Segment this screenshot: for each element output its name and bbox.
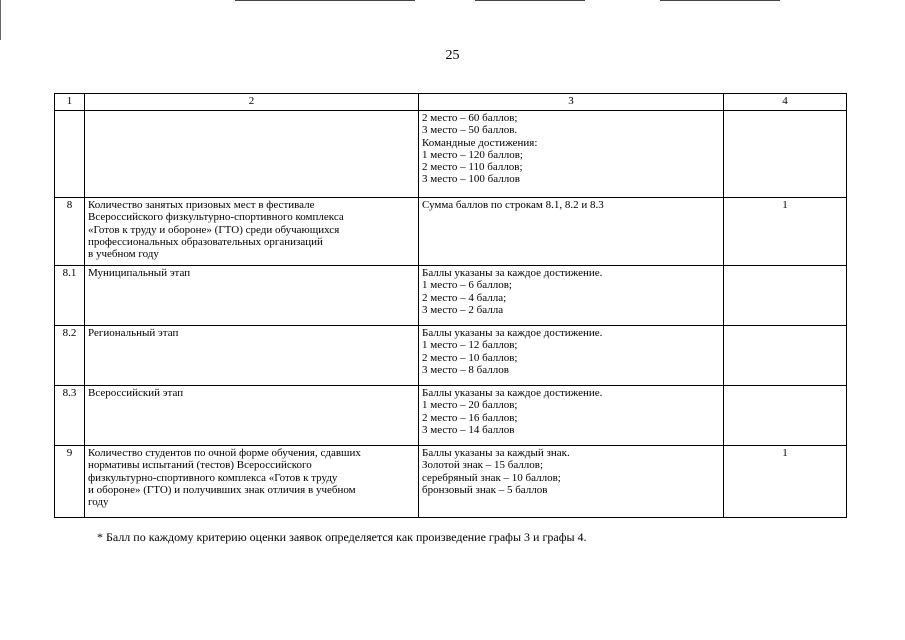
table-row xyxy=(55,446,847,518)
weight-cell xyxy=(724,266,847,326)
column-header: 4 xyxy=(724,94,847,111)
weight-cell xyxy=(724,198,847,266)
scan-edge-line xyxy=(235,0,415,1)
scoring-text: 2 место – 60 баллов; xyxy=(422,112,518,124)
scoring-text: Баллы указаны за каждое достижение. xyxy=(422,267,603,279)
row-number-cell xyxy=(55,386,85,446)
criterion-text: Региональный этап xyxy=(88,327,179,339)
scoring-text: 3 место – 8 баллов xyxy=(422,363,509,376)
scoring-cell xyxy=(419,266,724,326)
criterion-text: Всероссийский этап xyxy=(88,387,184,399)
row-number: 8 xyxy=(66,199,73,211)
criterion-text: физкультурно-спортивного комплекса «Готов к труду xyxy=(88,471,338,484)
scoring-text: 1 место – 120 баллов; xyxy=(422,148,523,161)
scoring-text: 3 место – 14 баллов xyxy=(422,423,515,436)
table-row xyxy=(55,326,847,386)
row-number-cell xyxy=(55,111,85,198)
criterion-cell xyxy=(85,198,419,266)
criterion-cell xyxy=(85,111,419,198)
criterion-cell xyxy=(85,446,419,518)
row-number-cell xyxy=(55,326,85,386)
criterion-text: и обороне» (ГТО) и получивших знак отличия в учебном xyxy=(88,483,356,496)
column-header: 2 xyxy=(85,94,419,111)
criterion-text: нормативы испытаний (тестов) Всероссийского xyxy=(88,459,312,472)
scoring-text: 2 место – 110 баллов; xyxy=(422,161,523,174)
criterion-text: году xyxy=(88,496,109,509)
row-number-cell xyxy=(55,446,85,518)
scan-edge-line xyxy=(475,0,585,1)
scoring-text: 3 место – 2 балла xyxy=(422,303,504,316)
criterion-cell xyxy=(85,266,419,326)
weight-cell xyxy=(724,111,847,198)
scoring-cell xyxy=(419,326,724,386)
row-number-cell xyxy=(55,266,85,326)
scan-edge-line xyxy=(0,0,1,40)
footnote: * Балл по каждому критерию оценки заявок определяется как произведение графы 3 и графы 4. xyxy=(97,530,587,544)
scoring-cell xyxy=(419,111,724,198)
table-row xyxy=(55,386,847,446)
scoring-text: Баллы указаны за каждое достижение. xyxy=(422,327,603,339)
scoring-text: серебряный знак – 10 баллов; xyxy=(422,471,561,484)
weight-cell xyxy=(724,326,847,386)
table-row xyxy=(55,111,847,198)
table-row xyxy=(55,266,847,326)
scoring-cell xyxy=(419,198,724,266)
scoring-text: 3 место – 100 баллов xyxy=(422,173,520,186)
scoring-text: Золотой знак – 15 баллов; xyxy=(422,459,544,472)
column-header: 3 xyxy=(419,94,724,111)
scoring-text: 3 место – 50 баллов. xyxy=(422,124,518,137)
scoring-text: Командные достижения: xyxy=(422,136,538,149)
criterion-text: «Готов к труду и обороне» (ГТО) среди обучающихся xyxy=(88,223,340,236)
scoring-text: Баллы указаны за каждый знак. xyxy=(422,447,570,459)
criteria-table xyxy=(54,93,847,518)
criterion-text: профессиональных образовательных организаций xyxy=(88,235,323,248)
scan-edge-line xyxy=(660,0,780,1)
page-number: 25 xyxy=(445,48,460,63)
scoring-text: Баллы указаны за каждое достижение. xyxy=(422,387,603,399)
scoring-text: 1 место – 20 баллов; xyxy=(422,399,518,412)
scoring-cell xyxy=(419,446,724,518)
scoring-text: 1 место – 12 баллов; xyxy=(422,339,518,352)
scoring-text: 2 место – 4 балла; xyxy=(422,291,507,304)
row-number: 8.2 xyxy=(62,327,77,339)
column-header: 1 xyxy=(55,94,85,111)
row-number: 8.1 xyxy=(62,267,77,279)
criterion-text: Количество студентов по очной форме обучения, сдавших xyxy=(88,447,361,459)
criterion-text: в учебном году xyxy=(88,248,159,261)
criterion-text: Всероссийского физкультурно-спортивного комплекса xyxy=(88,211,344,224)
weight-value: 1 xyxy=(782,199,788,211)
table-row xyxy=(55,198,847,266)
row-number: 8.3 xyxy=(62,387,77,399)
criterion-text: Муниципальный этап xyxy=(88,267,191,279)
weight-cell xyxy=(724,446,847,518)
scoring-text: 2 место – 10 баллов; xyxy=(422,351,518,364)
weight-value: 1 xyxy=(782,447,788,459)
weight-cell xyxy=(724,386,847,446)
table-header-row xyxy=(55,94,847,111)
scoring-text: 1 место – 6 баллов; xyxy=(422,279,512,292)
criterion-cell xyxy=(85,326,419,386)
scoring-text: 2 место – 16 баллов; xyxy=(422,411,518,424)
scoring-cell xyxy=(419,386,724,446)
scoring-text: бронзовый знак – 5 баллов xyxy=(422,483,548,496)
scoring-text: Сумма баллов по строкам 8.1, 8.2 и 8.3 xyxy=(422,199,604,211)
row-number-cell xyxy=(55,198,85,266)
criterion-text: Количество занятых призовых мест в фестивале xyxy=(88,199,315,211)
row-number: 9 xyxy=(66,447,73,459)
criterion-cell xyxy=(85,386,419,446)
